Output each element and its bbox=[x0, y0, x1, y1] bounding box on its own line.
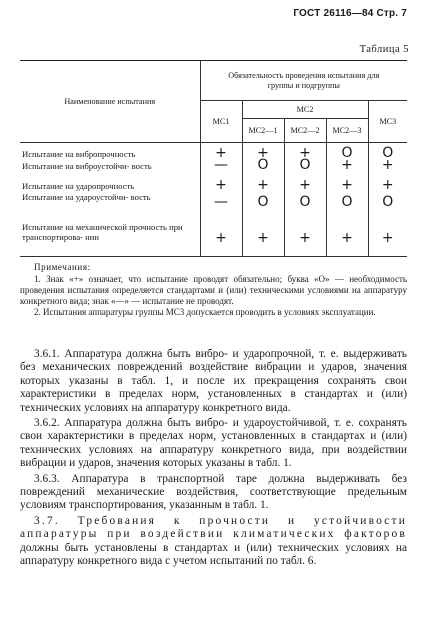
mark-mc3: O bbox=[368, 192, 407, 222]
notes-title: Примечания: bbox=[34, 262, 91, 272]
table-row bbox=[20, 181, 407, 192]
paragraph-3-7-rest: должны быть установлены в стандартах и (или) технических условиях на аппаратуру конкретного вида с учетом испытаний по табл. 6. bbox=[20, 541, 407, 568]
col-header-mc3: МС3 bbox=[368, 101, 407, 143]
mark-mc2-2: + bbox=[284, 143, 326, 161]
mark-mc3: + bbox=[368, 222, 407, 257]
mark-mc1: + bbox=[200, 222, 242, 257]
col-header-mc1: МС1 bbox=[200, 101, 242, 143]
mark-mc2-1: O bbox=[242, 192, 284, 222]
mark-mc3: O bbox=[368, 143, 407, 161]
mark-mc2-2: + bbox=[284, 181, 326, 192]
mark-mc2-2: + bbox=[284, 222, 326, 257]
row-name: Испытание на вибропрочность bbox=[20, 143, 200, 161]
mark-mc2-1: + bbox=[242, 181, 284, 192]
row-name: Испытание на виброустойчи- вость bbox=[20, 161, 200, 181]
mark-mc1: — bbox=[200, 161, 242, 181]
page-header: ГОСТ 26116—84 Стр. 7 bbox=[293, 8, 407, 19]
paragraph-3-7 bbox=[20, 515, 407, 569]
col-header-mc2-1: МС2—1 bbox=[242, 119, 284, 143]
mark-mc1: + bbox=[200, 181, 242, 192]
mark-mc2-2: O bbox=[284, 192, 326, 222]
col-header-mc2-2: МС2—2 bbox=[284, 119, 326, 143]
mark-mc2-1: O bbox=[242, 161, 284, 181]
mark-mc2-3: + bbox=[326, 222, 368, 257]
mark-mc2-2: O bbox=[284, 161, 326, 181]
paragraph-3-6-1: 3.6.1. Аппаратура должна быть вибро- и ударопрочной, т. е. выдерживать без механических повреждений воздействие вибрации и ударов, значения которых указаны в табл. 1, и после их прекращения сохранять свои характеристики в пределах норм, установленных в стандартах и (или) технических условиях на аппаратуру конкретного вида. bbox=[20, 348, 407, 414]
mark-mc1: — bbox=[200, 192, 242, 222]
paragraph-3-6-3: 3.6.3. Аппаратура в транспортной таре должна выдерживать без повреждений механические воздействия, соответствующие предельным условиям транспортирования, указанным в табл. 1. bbox=[20, 472, 407, 512]
table-title: Таблица 5 bbox=[359, 44, 409, 55]
note-1: 1. Знак «+» означает, что испытание проводят обязательно; буква «О» — необходимость проведения испытания определяется стандартами и (или) техническими условиями на аппаратуру конкретного вида; знак «—» — испытание не проводят. bbox=[20, 274, 407, 306]
mark-mc3: + bbox=[368, 181, 407, 192]
mark-mc3: + bbox=[368, 161, 407, 181]
mark-mc2-3: + bbox=[326, 161, 368, 181]
mark-mc2-3: O bbox=[326, 192, 368, 222]
note-2: 2. Испытания аппаратуры группы МС3 допускается проводить в условиях эксплуатации. bbox=[34, 307, 376, 317]
mark-mc2-1: + bbox=[242, 222, 284, 257]
col-header-test-name: Наименование испытания bbox=[20, 61, 200, 143]
body-text bbox=[20, 348, 407, 571]
table-notes bbox=[20, 262, 407, 318]
row-name: Испытание на ударопрочность bbox=[20, 181, 200, 192]
row-name: Испытание на механической прочность при транспортирова- нии bbox=[20, 222, 200, 257]
test-table bbox=[20, 60, 407, 257]
mark-mc2-1: + bbox=[242, 143, 284, 161]
mark-mc2-3: O bbox=[326, 143, 368, 161]
table-row bbox=[20, 192, 407, 222]
col-header-group: Обязательность проведения испытания для группы и подгруппы bbox=[200, 61, 407, 101]
mark-mc1: + bbox=[200, 143, 242, 161]
paragraph-3-7-spaced: 3.7. Требования к прочности и устойчивости аппаратуры при воздействии климатических факторов bbox=[20, 514, 407, 541]
col-header-mc2-3: МС2—3 bbox=[326, 119, 368, 143]
paragraph-3-6-2: 3.6.2. Аппаратура должна быть вибро- и удароустойчивой, т. е. сохранять свои характеристики в пределах норм, установленных в стандартах и (или) технических условиях на аппаратуру конкретного вида, при воздействии вибрации и ударов, значения которых указаны в табл. 1. bbox=[20, 417, 407, 470]
mark-mc2-3: + bbox=[326, 181, 368, 192]
table-row bbox=[20, 222, 407, 257]
col-header-mc2: МС2 bbox=[242, 101, 368, 119]
row-name: Испытание на удароустойчи- вость bbox=[20, 192, 200, 222]
